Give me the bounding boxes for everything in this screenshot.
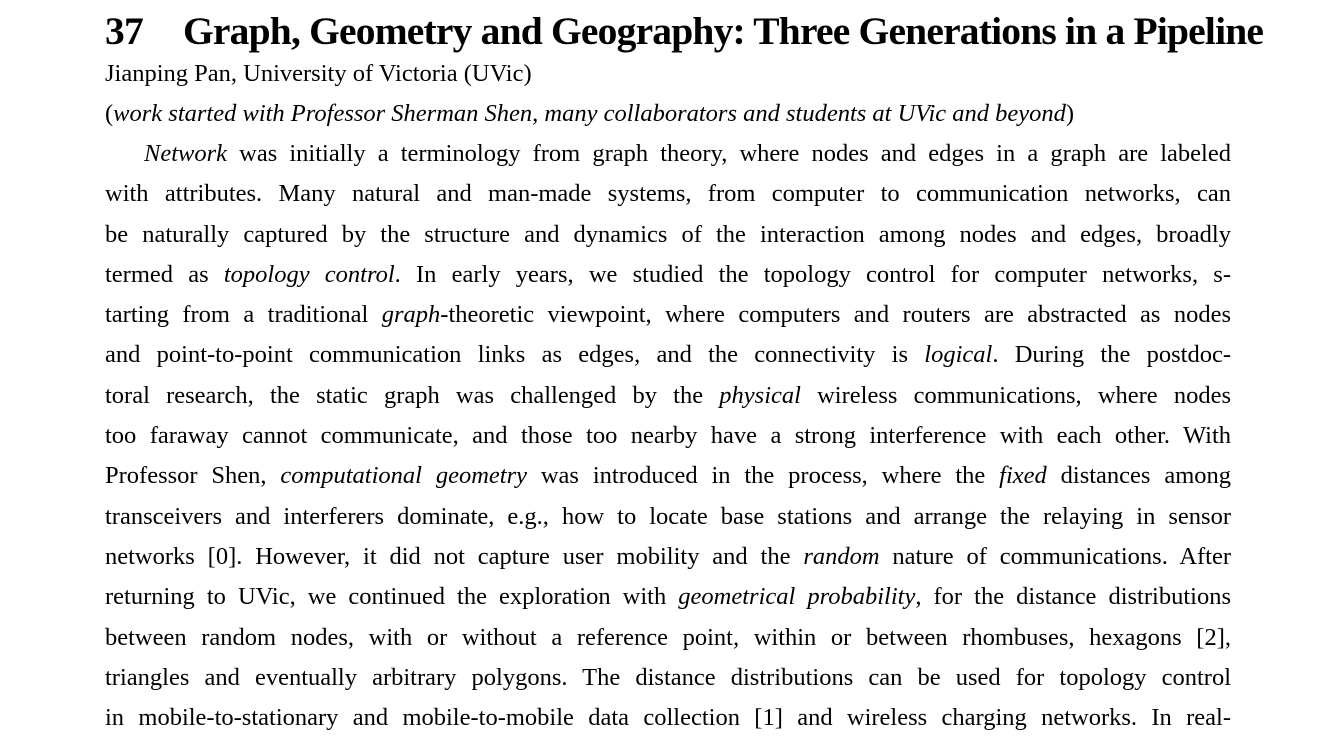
body-line (105, 698, 1231, 738)
text-run: termed as (105, 260, 224, 288)
text-run: transceivers and interferers dominate, e.g., how to locate base stations and arrange the relaying in sensor (105, 502, 1231, 530)
text-run: wireless communications, where nodes (800, 381, 1231, 409)
text-run: nature of communications. After (879, 542, 1231, 570)
body-line (105, 335, 1231, 375)
emphasis: random (803, 542, 880, 570)
emphasis: Network (144, 140, 228, 167)
text-run: toral research, the static graph was challenged by the (105, 381, 720, 409)
body-line (105, 376, 1231, 416)
emphasis: physical (719, 381, 801, 409)
section-number: 37 (105, 9, 143, 53)
text-run: returning to UVic, we continued the exploration with (105, 583, 679, 611)
body-line (105, 497, 1231, 537)
emphasis: logical (924, 341, 993, 369)
paren-close: ) (1065, 100, 1075, 127)
body-line (105, 255, 1231, 295)
body-line (105, 295, 1231, 335)
body-line (105, 537, 1231, 577)
text-run: , for the distance distributions (915, 583, 1231, 611)
collaborators-note (105, 94, 1231, 134)
text-run: triangles and eventually arbitrary polygons. The distance distributions can be used for topology control (105, 663, 1231, 691)
collaborators-text: work started with Professor Sherman Shen, many collaborators and students at UVic and beyond (113, 100, 1066, 127)
text-run: distances among (1046, 462, 1231, 490)
body-line (105, 215, 1231, 255)
emphasis: geometrical probability (678, 583, 916, 611)
text-run: . During the postdoc- (992, 341, 1231, 369)
body-line (105, 456, 1231, 496)
emphasis: computational geometry (280, 462, 527, 490)
text-run: with attributes. Many natural and man-made systems, from computer to communication networks, can (105, 180, 1231, 208)
body-line (105, 174, 1231, 214)
emphasis: graph (381, 301, 441, 329)
body-line (105, 577, 1231, 617)
text-run: -theoretic viewpoint, where computers and routers are abstracted as nodes (440, 301, 1231, 329)
text-run: networks [0]. However, it did not capture user mobility and the (105, 542, 804, 570)
paren-open: ( (105, 100, 114, 127)
section-title: Graph, Geometry and Geography: Three Generations in a Pipeline (183, 9, 1264, 53)
text-run: was initially a terminology from graph theory, where nodes and edges in a graph are labeled (227, 140, 1231, 167)
text-run: between random nodes, with or without a reference point, within or between rhombuses, hexagons [2], (105, 623, 1231, 651)
text-run: and point-to-point communication links as edges, and the connectivity is (105, 341, 925, 369)
section-heading (105, 8, 1264, 54)
body-line (105, 618, 1231, 658)
body-line (105, 416, 1231, 456)
text-run: was introduced in the process, where the (526, 462, 1000, 490)
text-run: be naturally captured by the structure and dynamics of the interaction among nodes and edges, broadly (105, 220, 1231, 248)
paper-page (105, 8, 1264, 738)
text-run: Professor Shen, (105, 462, 281, 490)
emphasis: topology control (223, 260, 395, 288)
text-run: too faraway cannot communicate, and those too nearby have a strong interference with each other. With (105, 422, 1231, 450)
emphasis: fixed (999, 462, 1047, 490)
text-run: tarting from a traditional (105, 301, 382, 329)
body-line (105, 134, 1231, 174)
text-run: in mobile-to-stationary and mobile-to-mobile data collection [1] and wireless charging networks. In real- (105, 704, 1231, 732)
body-paragraph (105, 134, 1231, 738)
author-line: Jianping Pan, University of Victoria (UVic) (105, 60, 532, 87)
text-run: . In early years, we studied the topology control for computer networks, s- (394, 260, 1231, 288)
body-line (105, 658, 1231, 698)
